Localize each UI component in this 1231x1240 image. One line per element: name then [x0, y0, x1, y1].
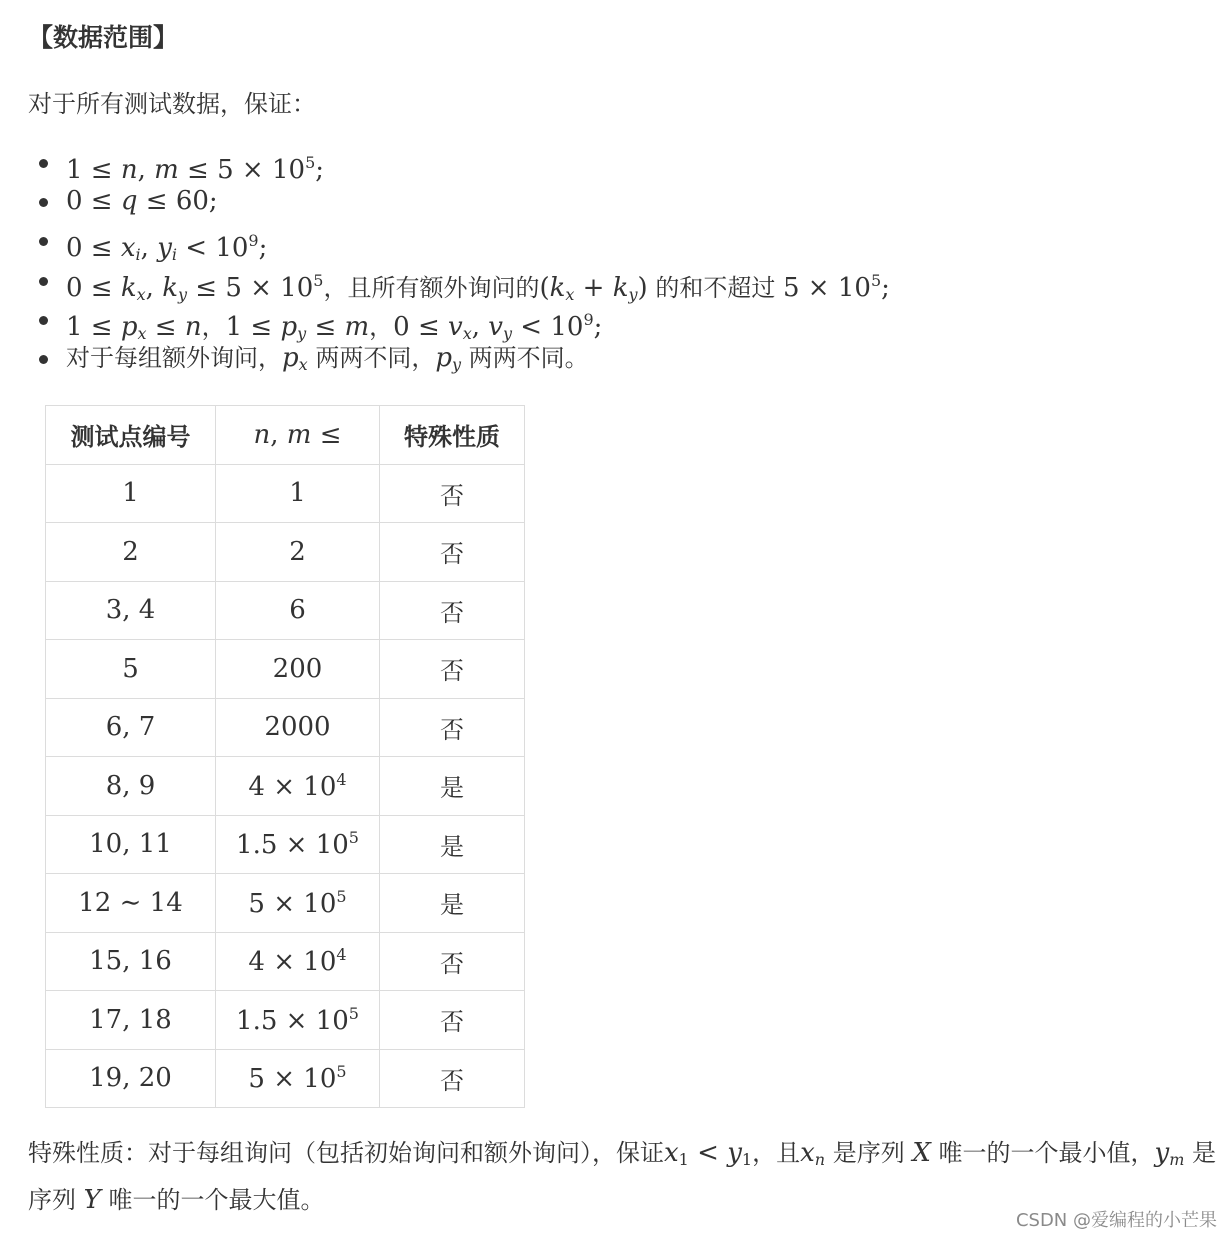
cell-special: 是 [380, 757, 525, 816]
cell-testcase: 1 [46, 464, 216, 523]
cell-special: 否 [380, 640, 525, 699]
constraint-item: 对于每组额外询问，$p_x$ 两两不同，$p_y$ 两两不同。 [28, 339, 890, 378]
cell-special: 否 [380, 523, 525, 582]
cell-special: 否 [380, 991, 525, 1050]
cell-testcase: 15, 16 [46, 932, 216, 991]
table-row [46, 698, 525, 757]
cell-special: 是 [380, 815, 525, 874]
cell-testcase: 5 [46, 640, 216, 699]
cell-special: 否 [380, 1049, 525, 1108]
cell-special: 否 [380, 698, 525, 757]
cell-limit: 2000 [216, 698, 380, 757]
cell-special: 是 [380, 874, 525, 933]
table-header-row [46, 406, 525, 465]
constraint-item: $0 \le x_i$, $y_i < 10^9$; [28, 221, 890, 260]
table-row [46, 1049, 525, 1108]
table-row [46, 932, 525, 991]
cell-limit: $1.5 \times 10^5$ [216, 815, 380, 874]
cell-testcase: 10, 11 [46, 815, 216, 874]
cell-testcase: 17, 18 [46, 991, 216, 1050]
constraint-text: 两两不同。 [468, 343, 589, 372]
cell-limit: $5 \times 10^5$ [216, 874, 380, 933]
constraint-item: $1 \le p_x \le n$，$1 \le p_y \le m$，$0 \le v_x$, $v_y < 10^9$; [28, 300, 890, 339]
watermark: CSDN @爱编程的小芒果 [1015, 1210, 1217, 1231]
cell-limit: $5 \times 10^5$ [216, 1049, 380, 1108]
table-row [46, 523, 525, 582]
constraint-text: 两两不同， [315, 343, 436, 372]
cell-limit: 6 [216, 581, 380, 640]
table-row [46, 874, 525, 933]
special-property-note: 特殊性质：对于每组询问（包括初始询问和额外询问），保证$x_1 < y_1$，且$x_n$ 是序列 X 唯一的一个最小值，$y_m$ 是序列 Y 唯一的一个最大值。 [28, 1138, 1217, 1215]
cell-special: 否 [380, 932, 525, 991]
table-row [46, 640, 525, 699]
cell-testcase: 8, 9 [46, 757, 216, 816]
cell-testcase: 2 [46, 523, 216, 582]
cell-testcase: 12 ∼ 14 [46, 874, 216, 933]
constraint-item: $0 \le k_x$, $k_y \le 5 \times 10^5$，且所有额外询问的$(k_x + k_y)$ 的和不超过 $5 \times 10^5$; [28, 261, 890, 300]
constraint-text: 的和不超过 [655, 273, 776, 302]
constraint-item: 1 ≤ n, $m \le 5 \times 10^5$; [28, 143, 890, 182]
cell-testcase: 19, 20 [46, 1049, 216, 1108]
constraint-text: ，且所有额外询问的 [323, 273, 540, 302]
cell-limit: 200 [216, 640, 380, 699]
constraint-list [28, 143, 890, 378]
cell-limit: 1 [216, 464, 380, 523]
cell-limit: $1.5 \times 10^5$ [216, 991, 380, 1050]
header-special: 特殊性质 [380, 406, 525, 465]
cell-special: 否 [380, 464, 525, 523]
section-heading: 【数据范围】 [28, 23, 179, 52]
cell-limit: $4 \times 10^4$ [216, 932, 380, 991]
constraint-item: 0 ≤ q ≤ 60; [28, 182, 890, 221]
intro-text: 对于所有测试数据，保证： [28, 90, 316, 118]
table-row [46, 991, 525, 1050]
header-nm: n, m ≤ [216, 406, 380, 465]
header-testcase: 测试点编号 [46, 406, 216, 465]
table-row [46, 581, 525, 640]
cell-special: 否 [380, 581, 525, 640]
cell-limit: 2 [216, 523, 380, 582]
table-row [46, 464, 525, 523]
cell-testcase: 3, 4 [46, 581, 216, 640]
subtask-table [45, 405, 525, 1108]
constraint-text: 对于每组额外询问， [66, 343, 282, 372]
cell-limit: $4 \times 10^4$ [216, 757, 380, 816]
table-row [46, 757, 525, 816]
table-row [46, 815, 525, 874]
cell-testcase: 6, 7 [46, 698, 216, 757]
